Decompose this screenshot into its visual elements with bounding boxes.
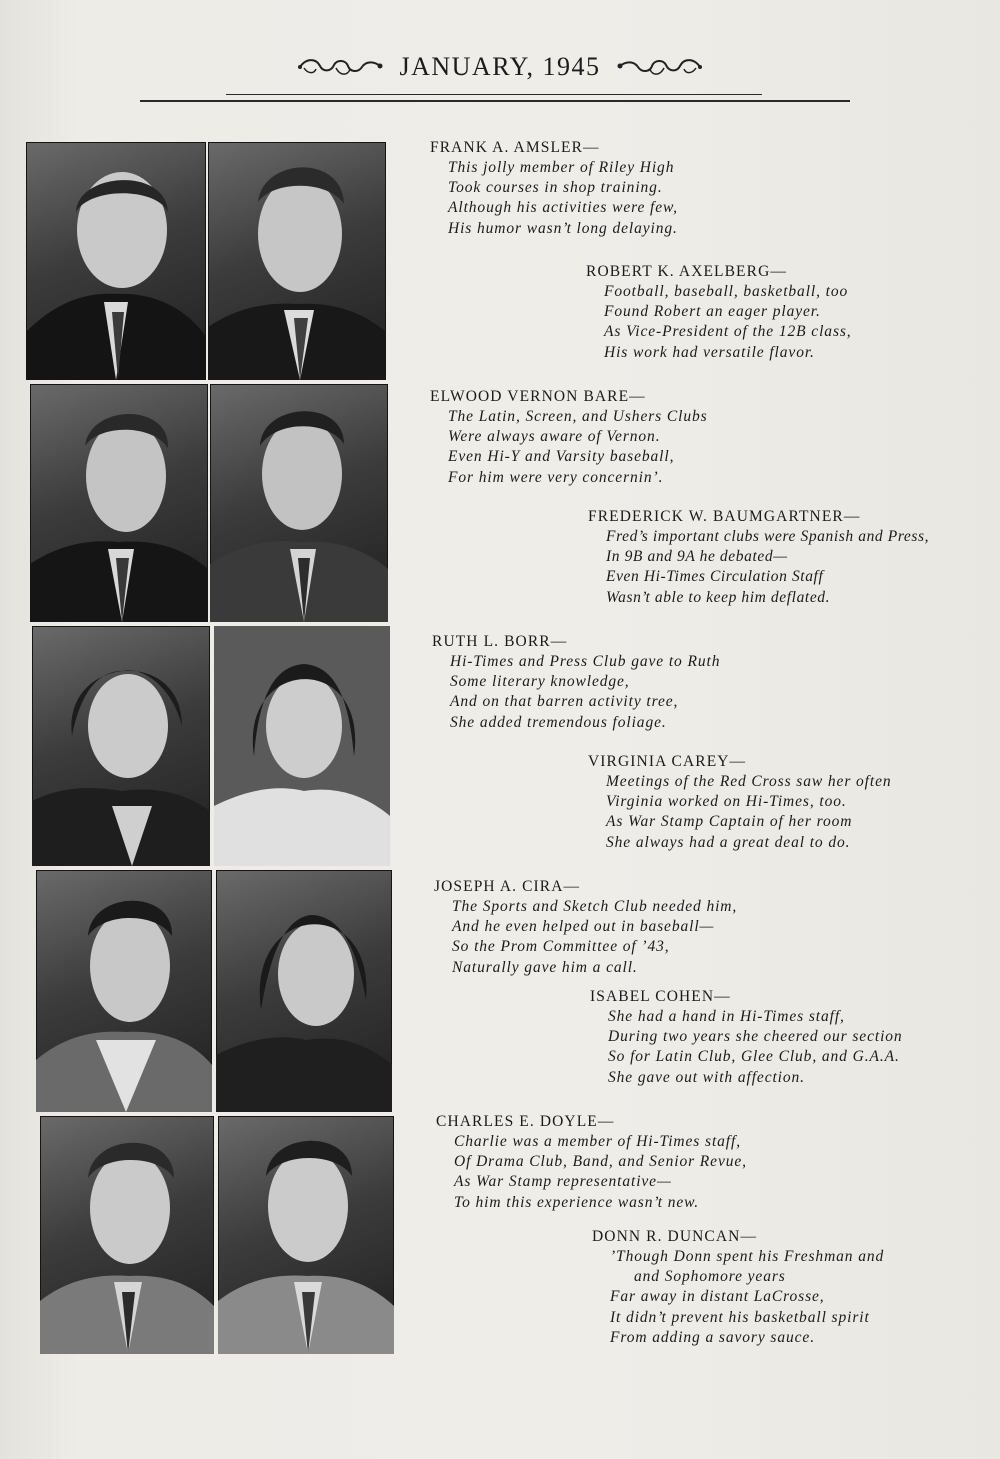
verse-line: Although his activities were few, <box>448 199 678 217</box>
entry-elwood-bare <box>430 387 708 488</box>
portrait-donn-duncan <box>218 1116 394 1354</box>
entry-name: ROBERT K. AXELBERG— <box>586 263 787 280</box>
verse-line: It didn’t prevent his basketball spirit <box>610 1308 870 1326</box>
entry-name: ELWOOD VERNON BARE— <box>430 388 646 405</box>
entry-frank-amsler <box>430 138 678 239</box>
verse-line: Were always aware of Vernon. <box>448 428 661 446</box>
entry-name: ISABEL COHEN— <box>590 988 731 1005</box>
verse-line: She had a hand in Hi-Times staff, <box>608 1008 845 1025</box>
verse-line: To him this experience wasn’t new. <box>454 1193 699 1211</box>
page-header <box>0 52 1000 92</box>
verse-line: As Vice-President of the 12B class, <box>604 323 852 341</box>
entry-name: CHARLES E. DOYLE— <box>436 1113 615 1130</box>
verse-line: Of Drama Club, Band, and Senior Revue, <box>454 1153 747 1171</box>
portrait-frank-amsler <box>26 142 206 380</box>
verse-line: Some literary knowledge, <box>450 673 630 691</box>
verse-line: and Sophomore years <box>634 1268 786 1286</box>
page-title: JANUARY, 1945 <box>399 52 601 81</box>
verse-line: Even Hi-Y and Varsity baseball, <box>448 448 675 466</box>
portrait-ruth-borr <box>32 626 210 866</box>
verse-line: As War Stamp Captain of her room <box>606 813 853 831</box>
entry-name: RUTH L. BORR— <box>432 633 568 650</box>
verse-line: From adding a savory sauce. <box>610 1328 815 1346</box>
portrait-charles-doyle <box>40 1116 214 1354</box>
portrait-isabel-cohen <box>216 870 392 1112</box>
verse-line: And on that barren activity tree, <box>450 693 679 711</box>
verse-line: And he even helped out in baseball— <box>452 918 715 936</box>
verse-line: As War Stamp representative— <box>454 1173 672 1191</box>
entry-robert-axelberg <box>586 262 852 363</box>
verse-line: Hi-Times and Press Club gave to Ruth <box>450 653 721 670</box>
verse-line: This jolly member of Riley High <box>448 159 675 176</box>
entry-verse <box>454 1132 747 1213</box>
verse-line: Far away in distant LaCrosse, <box>610 1288 825 1306</box>
entry-virginia-carey <box>588 752 892 853</box>
verse-line: Took courses in shop training. <box>448 179 663 197</box>
verse-line: Fred’s important clubs were Spanish and Press, <box>606 528 930 545</box>
entry-name: FREDERICK W. BAUMGARTNER— <box>588 508 861 525</box>
verse-line: His humor wasn’t long delaying. <box>448 219 678 237</box>
entry-verse <box>448 407 708 488</box>
verse-line: She always had a great deal to do. <box>606 833 851 851</box>
header-rule-thick <box>140 100 850 102</box>
entry-donn-duncan <box>592 1227 884 1348</box>
entry-verse <box>606 527 929 608</box>
entry-verse <box>608 1007 903 1088</box>
entry-isabel-cohen <box>590 987 903 1088</box>
verse-line: During two years she cheered our section <box>608 1028 903 1046</box>
verse-line: She added tremendous foliage. <box>450 713 667 731</box>
left-flourish-icon <box>296 54 384 80</box>
portrait-frederick-baumgartner <box>210 384 388 622</box>
entry-verse <box>452 897 737 978</box>
entry-verse <box>448 158 678 239</box>
entry-frederick-baumgartner <box>588 507 929 608</box>
verse-line: Naturally gave him a call. <box>452 958 638 976</box>
entry-ruth-borr <box>432 632 720 733</box>
verse-line: Wasn’t able to keep him deflated. <box>606 588 831 606</box>
verse-line: ’Though Donn spent his Freshman and <box>610 1248 885 1265</box>
entry-name: JOSEPH A. CIRA— <box>434 878 581 895</box>
entry-charles-doyle <box>436 1112 747 1213</box>
portrait-elwood-bare <box>30 384 208 622</box>
verse-line: The Latin, Screen, and Ushers Clubs <box>448 408 708 425</box>
portrait-virginia-carey <box>214 626 390 866</box>
verse-line: Even Hi-Times Circulation Staff <box>606 568 824 586</box>
verse-line: Football, baseball, basketball, too <box>604 283 849 300</box>
verse-line: Virginia worked on Hi-Times, too. <box>606 793 847 811</box>
verse-line: Charlie was a member of Hi-Times staff, <box>454 1133 741 1150</box>
verse-line: She gave out with affection. <box>608 1068 805 1086</box>
entry-joseph-cira <box>434 877 737 978</box>
header-rule-thin <box>226 94 762 95</box>
verse-line: The Sports and Sketch Club needed him, <box>452 898 738 915</box>
verse-line: Found Robert an eager player. <box>604 303 821 321</box>
portrait-joseph-cira <box>36 870 212 1112</box>
entry-name: VIRGINIA CAREY— <box>588 753 747 770</box>
entry-verse <box>606 772 892 853</box>
entry-verse <box>610 1247 884 1348</box>
verse-line: Meetings of the Red Cross saw her often <box>606 773 892 790</box>
verse-line: So for Latin Club, Glee Club, and G.A.A. <box>608 1048 900 1066</box>
verse-line: In 9B and 9A he debated— <box>606 548 788 566</box>
right-flourish-icon <box>616 54 704 80</box>
entry-verse <box>604 282 852 363</box>
entry-name: FRANK A. AMSLER— <box>430 139 600 156</box>
verse-line: For him were very concernin’. <box>448 468 664 486</box>
entry-name: DONN R. DUNCAN— <box>592 1228 758 1245</box>
verse-line: So the Prom Committee of ’43, <box>452 938 670 956</box>
entry-verse <box>450 652 720 733</box>
verse-line: His work had versatile flavor. <box>604 343 815 361</box>
portrait-robert-axelberg <box>208 142 386 380</box>
